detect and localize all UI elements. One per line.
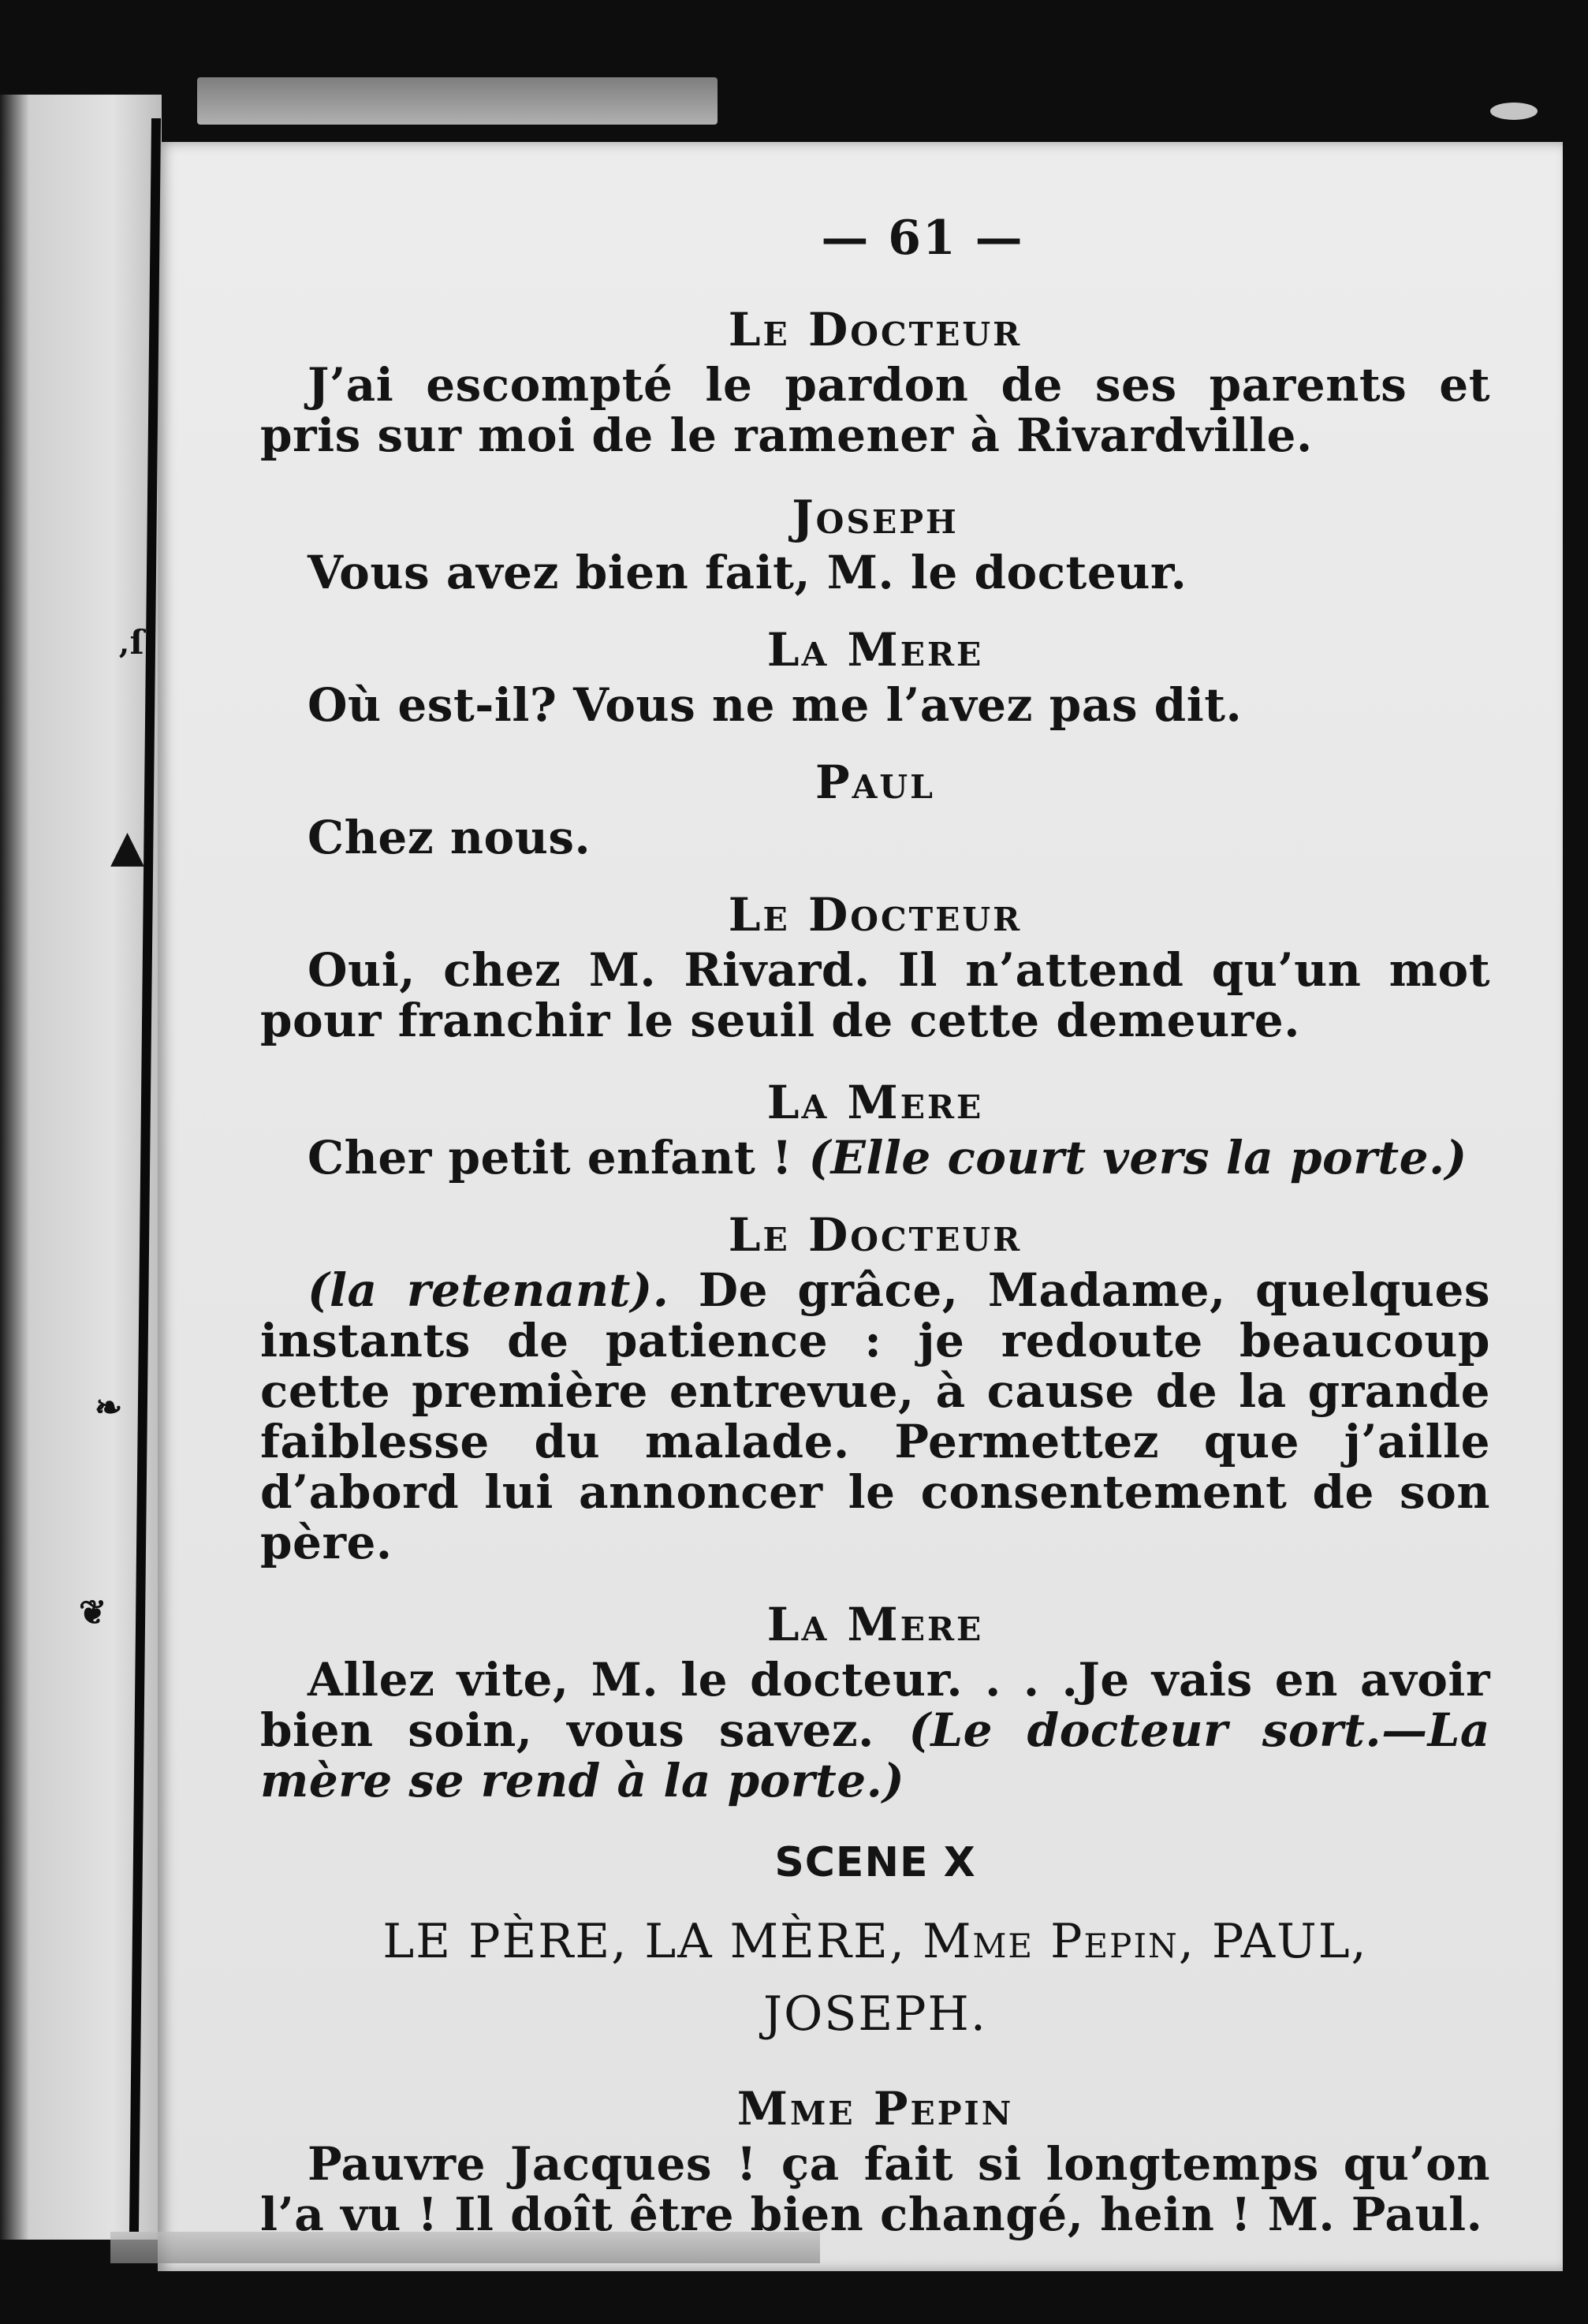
speaker-name: La Mere [766, 623, 984, 677]
speech-text: Chez nous. [308, 811, 591, 864]
cast-names: JOSEPH. [763, 1986, 987, 2042]
stage-direction: (la retenant). [308, 1263, 669, 1317]
speech-text: Vous avez bien fait, M. le docteur. [308, 546, 1187, 599]
speaker-name: La Mere [766, 1598, 984, 1651]
cast-names: LE PÈRE, LA MÈRE, [382, 1914, 906, 1969]
page-text [260, 213, 1490, 2271]
scene-cast [260, 1905, 1490, 2050]
speaker-name: Paul [815, 755, 935, 809]
speech-text: J’ai escompté le pardon de ses parents et pris sur moi de le ramener à Rivardville. [260, 358, 1490, 462]
scan-smudge-top [197, 77, 718, 125]
speaker-name: Joseph [792, 491, 959, 544]
speech-text: Allez vite, M. le docteur. . . .Je vais en avoir bien soin, vous savez. [260, 1653, 1490, 1757]
speech-text: Cher petit enfant ! [308, 1131, 792, 1184]
margin-mark: ▲ [110, 820, 145, 872]
cast-names: , PAUL, [1178, 1914, 1368, 1969]
speech-text: De grâce, Madame, quelques instants de patience : je redoute beaucoup cette première entrevue, à cause de la grande faiblesse du malade. Permettez que j’aille d’abord lui annoncer le consentement de son père. [260, 1263, 1491, 1569]
speech-text: Où est-il? Vous ne me l’avez pas dit. [308, 678, 1243, 732]
speech-paragraph [260, 1654, 1490, 1806]
speech-paragraph [260, 1265, 1490, 1568]
stage-direction: (Elle court vers la porte.) [808, 1131, 1467, 1184]
page-number: — 61 — [821, 211, 1024, 266]
speaker-name: Le Docteur [728, 1208, 1023, 1262]
speech-paragraph [260, 1132, 1490, 1183]
speech-text: Pauvre Jacques ! ça fait si longtemps qu’on l’a vu ! Il doît être bien changé, hein ! M. Paul. [260, 2137, 1490, 2241]
scan-mark [1490, 103, 1538, 120]
speaker-name: Le Docteur [728, 888, 1023, 942]
speaker-name: Le Docteur [728, 303, 1023, 356]
margin-mark: ❧ [95, 1388, 123, 1427]
speaker-name: La Mere [766, 1076, 984, 1129]
scene-title: SCENE X [774, 1839, 976, 1886]
margin-mark: ‚ſ [118, 623, 144, 662]
stage-direction: (Le docteur sort.—La mère se rend à la porte.) [260, 1703, 1490, 1807]
speaker-name: Mme Pepin [736, 2082, 1014, 2136]
margin-mark: ❦ [79, 1593, 107, 1632]
cast-name-mme-pepin: Mme Pepin [922, 1914, 1179, 1969]
speech-text: Oui, chez M. Rivard. Il n’attend qu’un mot pour franchir le seuil de cette demeure. [260, 943, 1490, 1047]
